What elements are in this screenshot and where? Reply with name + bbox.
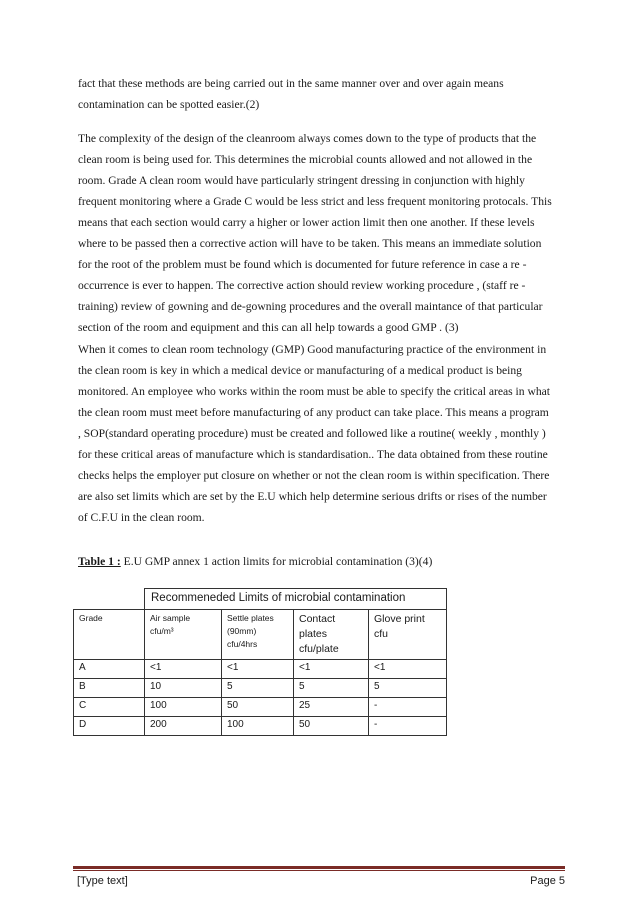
table-cell: <1	[294, 660, 369, 679]
text-line: means that each section would carry a higher or lower action limit then one another. If these levels	[78, 216, 535, 229]
table-blank-cell	[74, 589, 145, 610]
text-line: frequent monitoring where a Grade C would be less strict and less frequent monitoring protocals. This	[78, 195, 552, 208]
table-cell: 25	[294, 698, 369, 717]
text-line: are also set limits which are set by the E.U which help determine serious drifts or rises of the number	[78, 490, 547, 503]
header-text: plates	[299, 628, 328, 640]
table-super-header-row	[74, 589, 447, 610]
text-line: occurrence is ever to happen. The corrective action should review working procedure , (staff re -	[78, 279, 526, 292]
table-cell: 100	[222, 717, 294, 736]
text-line: checks helps the employer put closure on whether or not the clean room is within specification. There	[78, 469, 550, 482]
header-text: Air sample	[150, 613, 191, 623]
paragraph-3	[78, 339, 562, 528]
table-cell: D	[74, 717, 145, 736]
text-line: , SOP(standard operating procedure) must be created and followed like a routine( weekly , monthly )	[78, 427, 546, 440]
table-row	[74, 679, 447, 698]
header-text: Contact	[299, 613, 336, 625]
table-caption-label: Table 1 :	[78, 555, 121, 568]
text-line: fact that these methods are being carried out in the same manner over and over again means	[78, 77, 504, 90]
header-text: cfu	[374, 628, 389, 640]
action-limits-table	[73, 588, 447, 736]
page-number: Page 5	[530, 875, 565, 887]
header-text: Settle plates	[227, 613, 274, 623]
table-cell: 100	[145, 698, 222, 717]
table-cell: 5	[294, 679, 369, 698]
table-cell: <1	[369, 660, 447, 679]
table-cell: C	[74, 698, 145, 717]
table-header-cell	[74, 610, 145, 660]
text-line: training) review of gowning and de-gowning procedures and the overall maintance of that particular	[78, 300, 543, 313]
table-header-cell	[145, 610, 222, 660]
text-line: for the root of the problem must be found which is documented for future reference in case a re -	[78, 258, 527, 271]
header-text: cfu/plate	[299, 643, 339, 655]
table-header-cell	[222, 610, 294, 660]
text-line: The complexity of the design of the cleanroom always comes down to the type of products that the	[78, 132, 537, 145]
table-super-header: Recommeneded Limits of microbial contamination	[145, 589, 447, 610]
table-cell: 10	[145, 679, 222, 698]
table-cell: 200	[145, 717, 222, 736]
table-row	[74, 717, 447, 736]
table-cell: <1	[145, 660, 222, 679]
paragraph-2	[78, 128, 562, 338]
table-cell: 50	[294, 717, 369, 736]
footer-rule	[73, 870, 565, 871]
table-header-cell	[369, 610, 447, 660]
table-cell: 5	[369, 679, 447, 698]
table-caption-text: E.U GMP annex 1 action limits for microbial contamination (3)(4)	[120, 555, 433, 568]
text-line: contamination can be spotted easier.(2)	[78, 98, 260, 111]
table-cell: B	[74, 679, 145, 698]
table-cell: 50	[222, 698, 294, 717]
header-text: Glove print	[374, 613, 425, 625]
header-text: (90mm) cfu/4hrs	[227, 626, 258, 649]
text-line: When it comes to clean room technology (GMP) Good manufacturing practice of the environment in	[78, 343, 547, 356]
table-cell: -	[369, 717, 447, 736]
table-caption	[78, 555, 432, 568]
footer-placeholder-text: [Type text]	[77, 875, 128, 887]
table-row	[74, 698, 447, 717]
text-line: room. Grade A clean room would have particularly stringent dressing in conjunction with highly	[78, 174, 525, 187]
text-line: of C.F.U in the clean room.	[78, 511, 205, 524]
table-cell: <1	[222, 660, 294, 679]
header-text: Grade	[79, 613, 103, 623]
table-row	[74, 660, 447, 679]
paragraph-1	[78, 73, 562, 115]
text-line: monitored. An employee who works within the room must be able to specify the critical areas in what	[78, 385, 551, 398]
text-line: clean room is being used for. This determines the microbial counts allowed and not allowed in the	[78, 153, 533, 166]
table-header-row	[74, 610, 447, 660]
text-line: for these critical areas of manufacture which is standardisation.. The data obtained from these routine	[78, 448, 548, 461]
text-line: where to be passed then a corrective action will have to be taken. This means an immediate solution	[78, 237, 542, 250]
header-text: cfu/m³	[150, 626, 174, 636]
text-line: the clean room is key in which a medical device or manufacturing of a medical product is being	[78, 364, 522, 377]
text-line: section of the room and equipment and this can all help towards a good GMP . (3)	[78, 321, 459, 334]
table-cell: A	[74, 660, 145, 679]
table-header-cell	[294, 610, 369, 660]
table-cell: -	[369, 698, 447, 717]
footer-rule	[73, 866, 565, 869]
table-cell: 5	[222, 679, 294, 698]
text-line: the clean room must meet before manufacturing of any product can take place. This means a program	[78, 406, 549, 419]
